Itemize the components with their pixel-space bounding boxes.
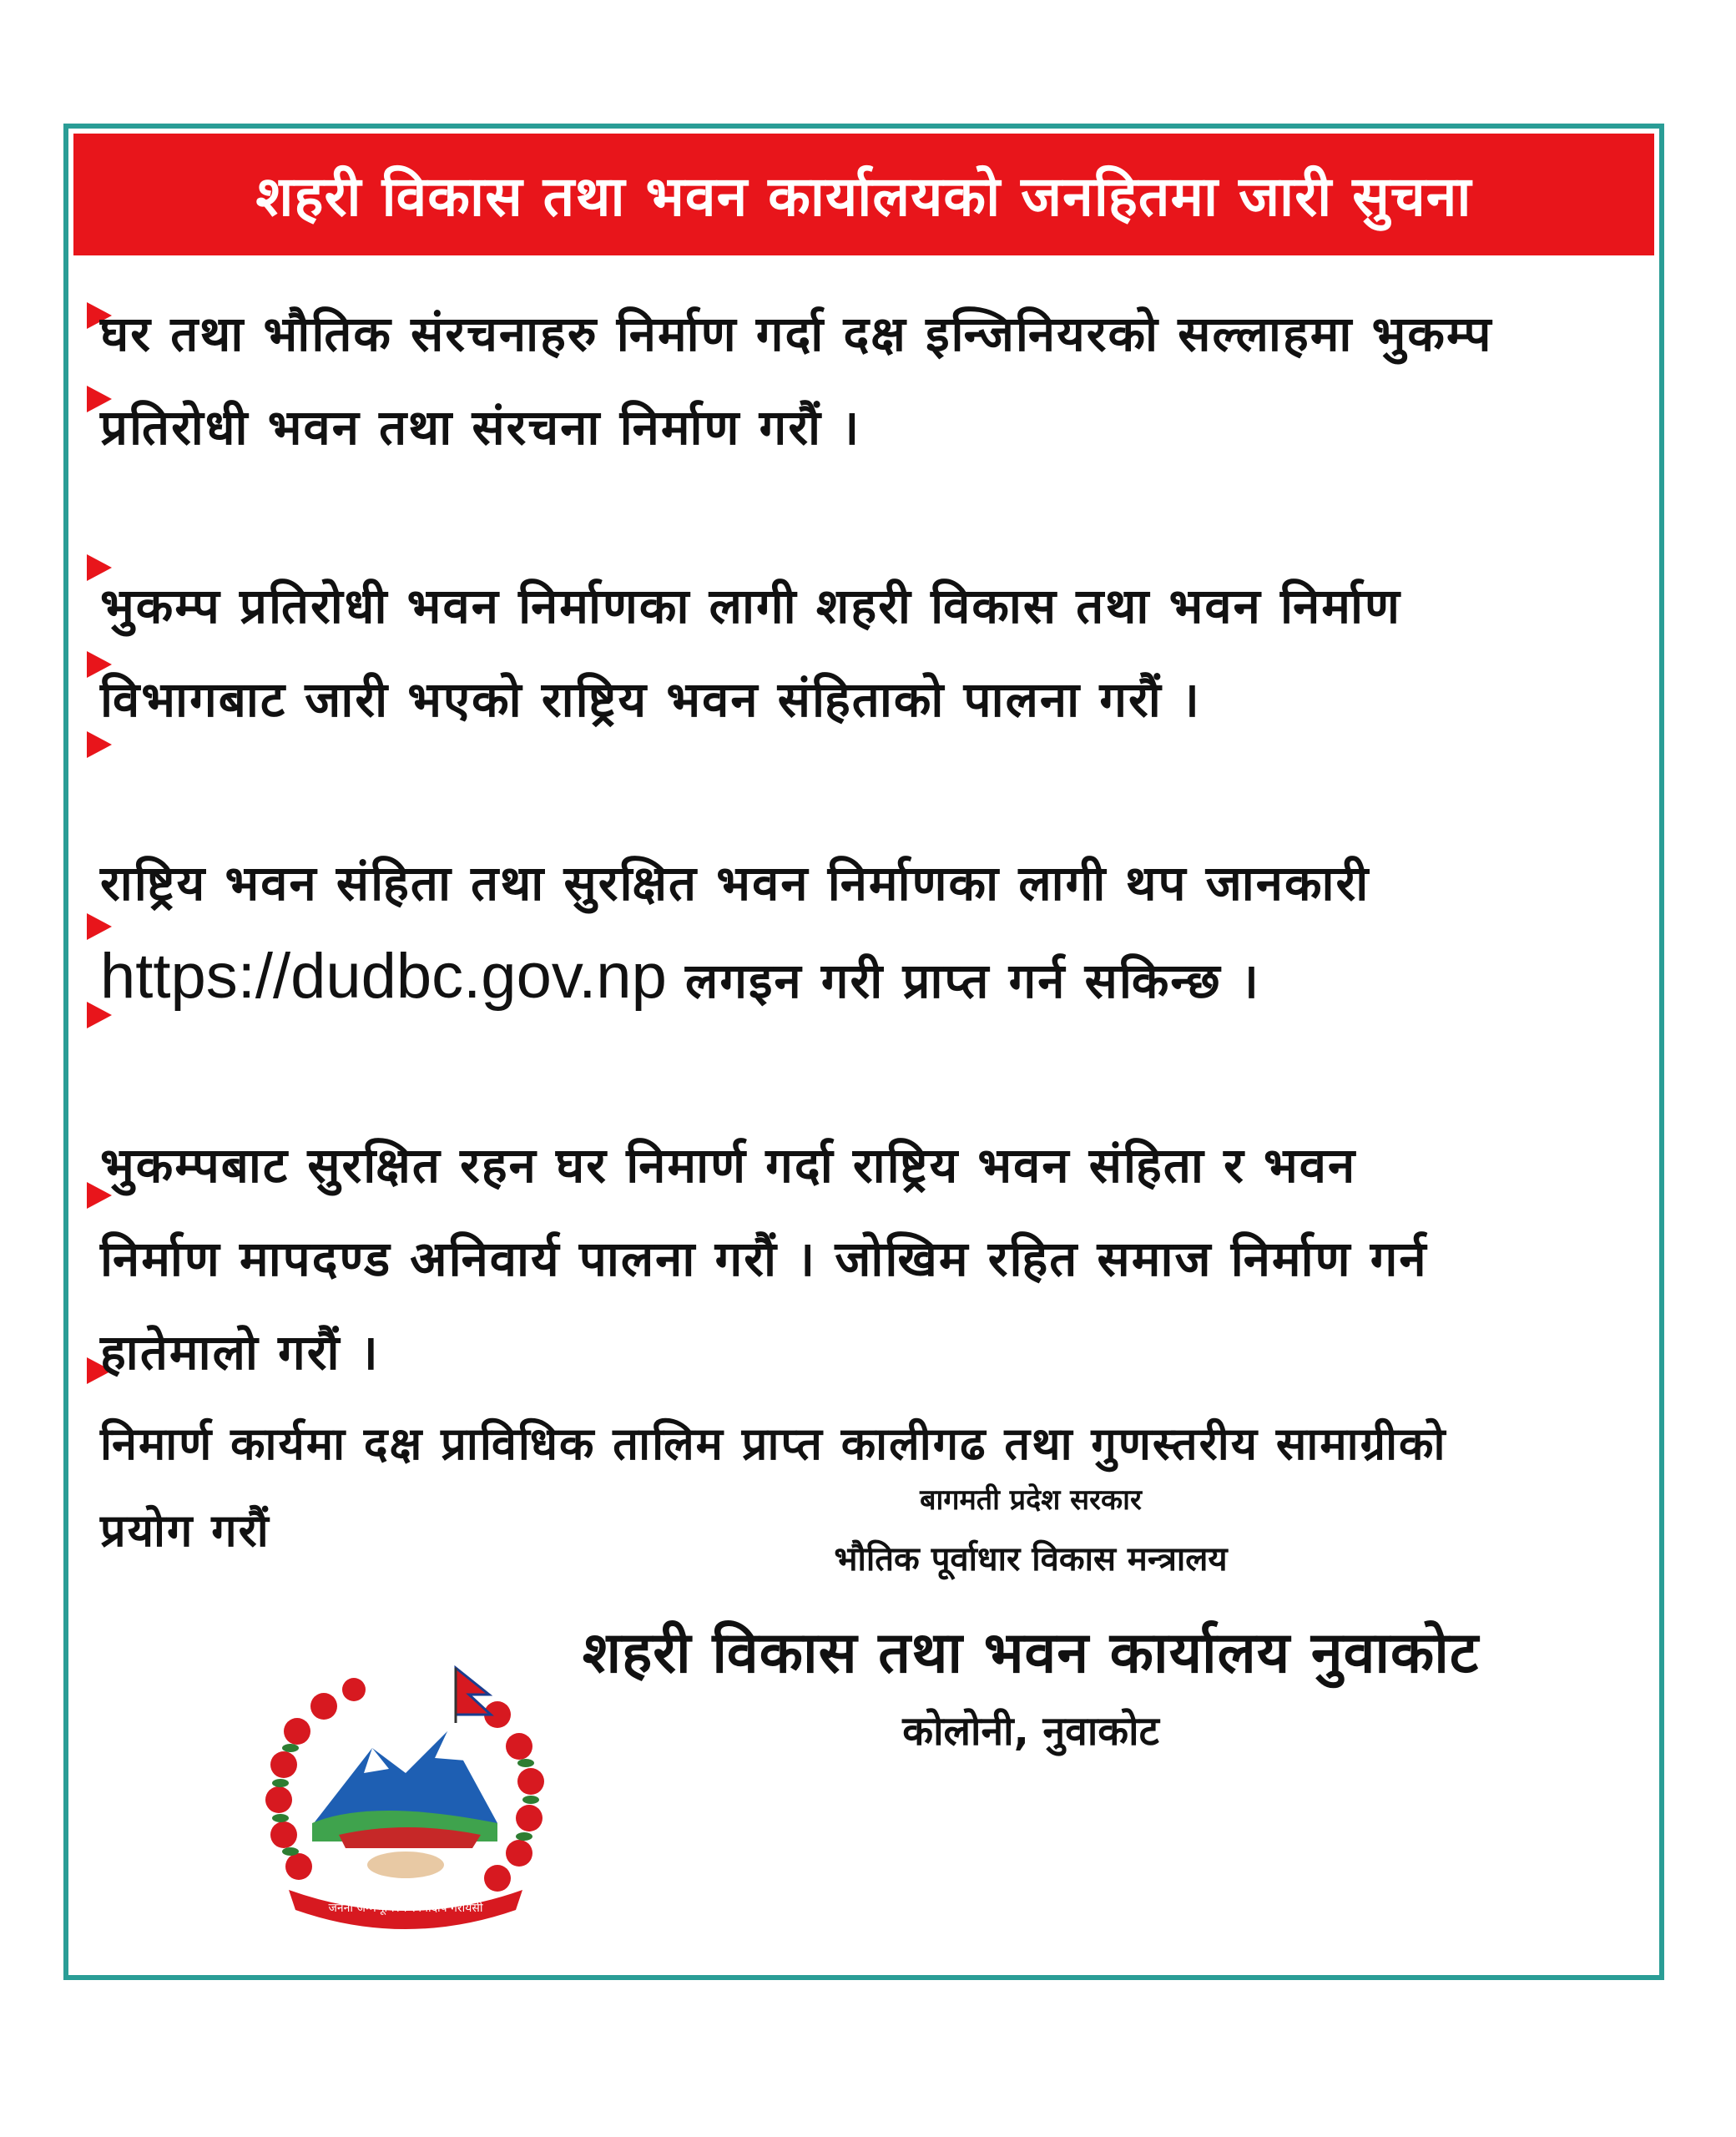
notice-text-line (100, 930, 1636, 1028)
notice-2 (100, 559, 1636, 746)
notice-banner (73, 134, 1654, 255)
notice-text-line: निमार्ण कार्यमा दक्ष प्राविधिक तालिम प्राप्त कालीगढ तथा गुणस्तरीय सामाग्रीको (100, 1417, 1447, 1470)
notice-text-line: हातेमालो गरौं । (100, 1324, 380, 1381)
notice-text-line: राष्ट्रिय भवन संहिता तथा सुरक्षित भवन निर्माणका लागी थप जानकारी (100, 855, 1370, 912)
notice-text-rest: लगइन गरी प्राप्त गर्न सकिन्छ । (666, 952, 1260, 1009)
office-address: कोलोनी, नुवाकोट (902, 1708, 1159, 1755)
notice-text-line: निर्माण मापदण्ड अनिवार्य पालना गरौं । जोखिम रहित समाज निर्माण गर्न (100, 1230, 1428, 1287)
province-name: बागमती प्रदेश सरकार (920, 1483, 1142, 1517)
notice-text-line: भुकम्पबाट सुरक्षित रहन घर निमार्ण गर्दा राष्ट्रिय भवन संहिता र भवन (100, 1137, 1357, 1194)
website-link[interactable]: https://dudbc.gov.np (100, 941, 667, 1012)
notice-1 (100, 287, 1636, 474)
office-name: शहरी विकास तथा भवन कार्यालय नुवाकोट (582, 1620, 1480, 1686)
notice-4 (100, 1119, 1636, 1399)
notice-text-line: भुकम्प प्रतिरोधी भवन निर्माणका लागी शहरी विकास तथा भवन निर्माण (100, 578, 1401, 634)
notice-text-line: प्रयोग गरौं (100, 1504, 270, 1557)
nepal-emblem-icon (247, 1656, 564, 1932)
banner-title: शहरी विकास तथा भवन कार्यालयको जनहितमा जारी सुचना (255, 164, 1472, 229)
notice-3 (100, 836, 1636, 1028)
notice-text-line: प्रतिरोधी भवन तथा संरचना निर्माण गरौं । (100, 399, 861, 456)
emblem-motto: जननी जन्मभूमिश्च स्वर्गादपि गरीयसी (328, 1902, 483, 1915)
notice-text-line: विभागबाट जारी भएको राष्ट्रिय भवन संहिताको पालना गरौं । (100, 671, 1201, 728)
notice-text-line: घर तथा भौतिक संरचनाहरु निर्माण गर्दा दक्ष इन्जिनियरको सल्लाहमा भुकम्प (100, 306, 1493, 362)
notice-frame (63, 124, 1664, 1980)
ministry-name: भौतिक पूर्वाधार विकास मन्त्रालय (834, 1540, 1228, 1579)
